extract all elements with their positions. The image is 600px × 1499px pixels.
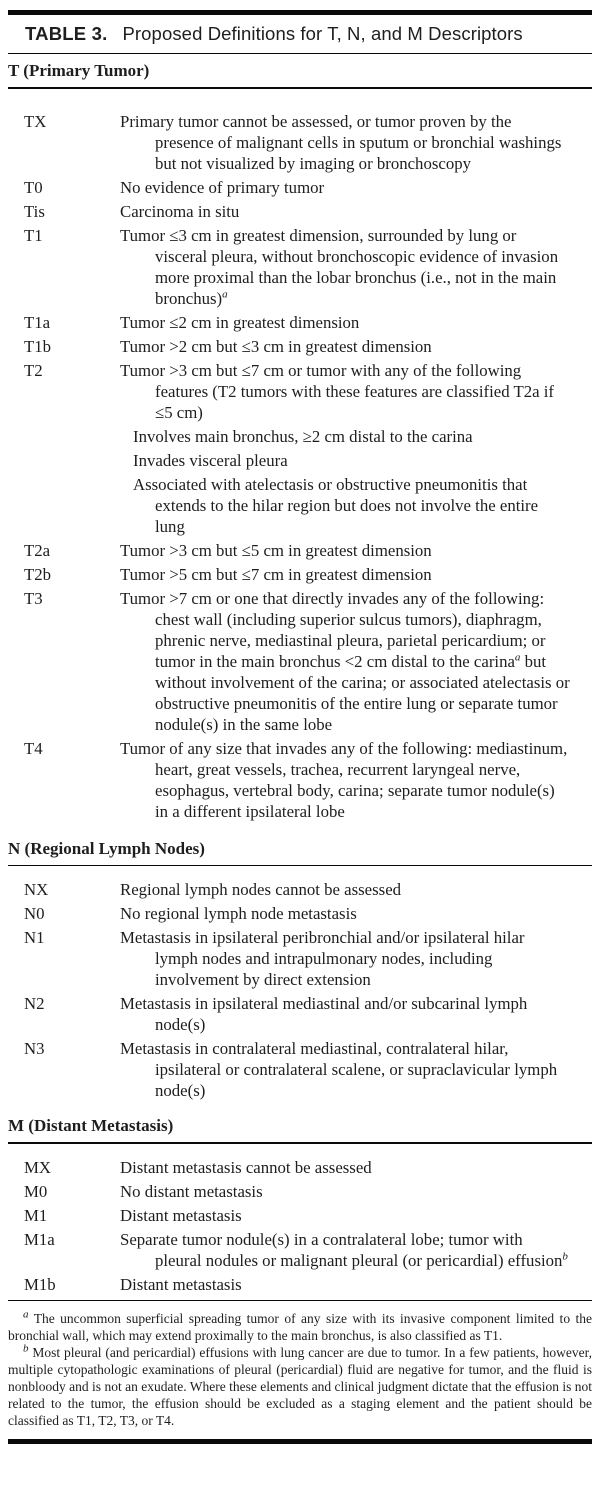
descriptor-code: T1a: [24, 312, 51, 332]
descriptor-definition: No distant metastasis: [120, 1181, 263, 1201]
section-heading-t: T (Primary Tumor): [8, 61, 150, 81]
descriptor-code: N0: [24, 904, 45, 924]
table-row-n2: [8, 993, 592, 1035]
footnote-a-marker: a: [23, 1308, 29, 1321]
footnote-a: [8, 1310, 592, 1344]
table-row-tx: [8, 111, 592, 174]
descriptor-definition: [120, 1229, 570, 1271]
section-n-regional-lymph-nodes: [8, 829, 592, 1107]
descriptor-definition: No evidence of primary tumor: [120, 177, 325, 197]
table-row-t0: [8, 177, 592, 198]
t2-feature-item: Involves main bronchus, ≥2 cm distal to the carina: [133, 426, 473, 446]
descriptor-code: MX: [24, 1157, 52, 1177]
descriptor-code: NX: [24, 880, 49, 900]
descriptor-definition: Metastasis in ipsilateral mediastinal and/or subcarinal lymph node(s): [120, 994, 528, 1035]
definition-text: Tumor >7 cm or one that directly invades any of the following: chest wall (including superior sulcus tumors), diaphragm, phrenic nerve, mediastinal pleura, parietal pericardium; or tumor in the main bronchus <2 cm distal to the carina: [120, 588, 546, 671]
section-m-distant-metastasis: [8, 1106, 592, 1300]
descriptor-code: T0: [24, 177, 43, 197]
descriptor-code: T2a: [24, 540, 51, 560]
definition-text: Tumor ≤3 cm in greatest dimension, surrounded by lung or visceral pleura, without bronchoscopic evidence of invasion more proximal than the lobar bronchus (i.e., not in the main bronchus): [120, 225, 559, 308]
descriptor-definition: Metastasis in ipsilateral peribronchial and/or ipsilateral hilar lymph nodes and intrapulmonary nodes, including involvement by direct extension: [120, 928, 525, 990]
descriptor-code: M0: [24, 1181, 48, 1201]
descriptor-code: TX: [24, 111, 47, 131]
descriptor-definition: Tumor of any size that invades any of the following: mediastinum, heart, great vessels, trachea, recurrent laryngeal nerve, esophagus, vertebral body, carina; separate tumor nodule(s) in a different ipsilateral lobe: [120, 738, 568, 821]
definition-text: but without involvement of the carina; or associated atelectasis or obstructive pneumonitis of the entire lung or separate tumor nodule(s) in the same lobe: [155, 651, 570, 734]
table-row-t2a: [8, 540, 592, 561]
table-row-tis: [8, 201, 592, 222]
descriptor-definition: Tumor >3 cm but ≤5 cm in greatest dimension: [120, 540, 432, 560]
footnote-b-marker: b: [23, 1342, 29, 1355]
section-heading-n: N (Regional Lymph Nodes): [8, 838, 205, 858]
descriptor-definition: Distant metastasis cannot be assessed: [120, 1157, 372, 1177]
descriptor-code: M1b: [24, 1274, 56, 1294]
descriptor-definition: Distant metastasis: [120, 1205, 242, 1225]
footnote-b-text: Most pleural (and pericardial) effusions with lung cancer are due to tumor. In a few patients, however, multiple cytopathologic examinations of pleural (pericardial) fluid are negative for tumor, and the fluid is nonbloody and is not an exudate. Where these elements and clinical judgment dictate that the effusion is not related to the tumor, the effusion should be excluded as a staging element and the patient should be classified as T1, T2, T3, or T4.: [8, 1345, 592, 1429]
table-row-m1b: [8, 1274, 592, 1295]
descriptor-code: M1a: [24, 1229, 55, 1249]
table-row-t1: [8, 225, 592, 309]
definition-text: Separate tumor nodule(s) in a contralateral lobe; tumor with pleural nodules or malignant pleural (or pericardial) effusion: [120, 1229, 563, 1270]
section-heading-m: M (Distant Metastasis): [8, 1116, 174, 1136]
descriptor-code: T1: [24, 225, 43, 245]
descriptor-code: M1: [24, 1205, 48, 1225]
table-caption: Proposed Definitions for T, N, and M Descriptors: [122, 22, 523, 44]
table-row-t1a: [8, 312, 592, 333]
table-row-t2: [8, 360, 592, 423]
table-row-m1: [8, 1205, 592, 1226]
section-t-rows: [8, 89, 592, 829]
descriptor-definition: Tumor >3 cm but ≤7 cm or tumor with any of the following features (T2 tumors with these features are classified T2a if ≤5 cm): [120, 360, 555, 422]
descriptor-code: Tis: [24, 201, 45, 221]
descriptor-code: T3: [24, 588, 43, 608]
table-row-n1: [8, 927, 592, 990]
descriptor-definition: No regional lymph node metastasis: [120, 904, 357, 924]
table-row-mx: [8, 1157, 592, 1178]
section-n-rows: [8, 866, 592, 1106]
descriptor-definition: Metastasis in contralateral mediastinal, contralateral hilar, ipsilateral or contralateral scalene, or supraclavicular lymph node(s): [120, 1039, 558, 1101]
descriptor-code: T4: [24, 738, 43, 758]
descriptor-code: N3: [24, 1039, 45, 1059]
descriptor-definition: Tumor >5 cm but ≤7 cm in greatest dimension: [120, 564, 432, 584]
descriptor-definition: Primary tumor cannot be assessed, or tumor proven by the presence of malignant cells in sputum or bronchial washings but not visualized by imaging or bronchoscopy: [120, 111, 562, 173]
table-row-nx: [8, 879, 592, 900]
table-row-m0: [8, 1181, 592, 1202]
table-row-m1a: [8, 1229, 592, 1271]
table-row-t3: [8, 588, 592, 735]
descriptor-definition: Tumor >2 cm but ≤3 cm in greatest dimension: [120, 336, 432, 356]
footnote-a-text: The uncommon superficial spreading tumor of any size with its invasive component limited to the bronchial wall, which may extend proximally to the main bronchus, is also classified as T1.: [8, 1311, 592, 1344]
table-row-t1b: [8, 336, 592, 357]
t2-feature-item: Associated with atelectasis or obstructive pneumonitis that extends to the hilar region but does not involve the entire lung: [133, 474, 539, 536]
descriptor-definition: Carcinoma in situ: [120, 201, 240, 221]
table-row-t2b: [8, 564, 592, 585]
footnote-b: [8, 1344, 592, 1429]
descriptor-code: T1b: [24, 336, 52, 356]
table-row-n0: [8, 903, 592, 924]
bottom-margin: [8, 1444, 592, 1452]
descriptor-definition: [120, 225, 570, 309]
footnote-ref-a: a: [222, 288, 228, 301]
descriptor-code: T2b: [24, 564, 52, 584]
t2-feature-item: Invades visceral pleura: [133, 450, 288, 470]
descriptor-definition: Tumor ≤2 cm in greatest dimension: [120, 312, 360, 332]
descriptor-code: N2: [24, 994, 45, 1014]
table-title: [8, 15, 592, 53]
section-m-rows: [8, 1144, 592, 1300]
footnote-ref-a: a: [514, 651, 521, 664]
footnote-ref-b: b: [562, 1250, 568, 1263]
descriptor-definition: [120, 588, 570, 735]
table-row-t4: [8, 738, 592, 822]
descriptor-definition: Distant metastasis: [120, 1274, 242, 1294]
table-row-n3: [8, 1038, 592, 1101]
table-number-label: TABLE 3.: [25, 22, 108, 44]
descriptor-code: N1: [24, 928, 45, 948]
descriptor-code: T2: [24, 360, 43, 380]
footnotes: [8, 1301, 592, 1439]
section-t-primary-tumor: [8, 54, 592, 829]
descriptor-definition: Regional lymph nodes cannot be assessed: [120, 880, 402, 900]
